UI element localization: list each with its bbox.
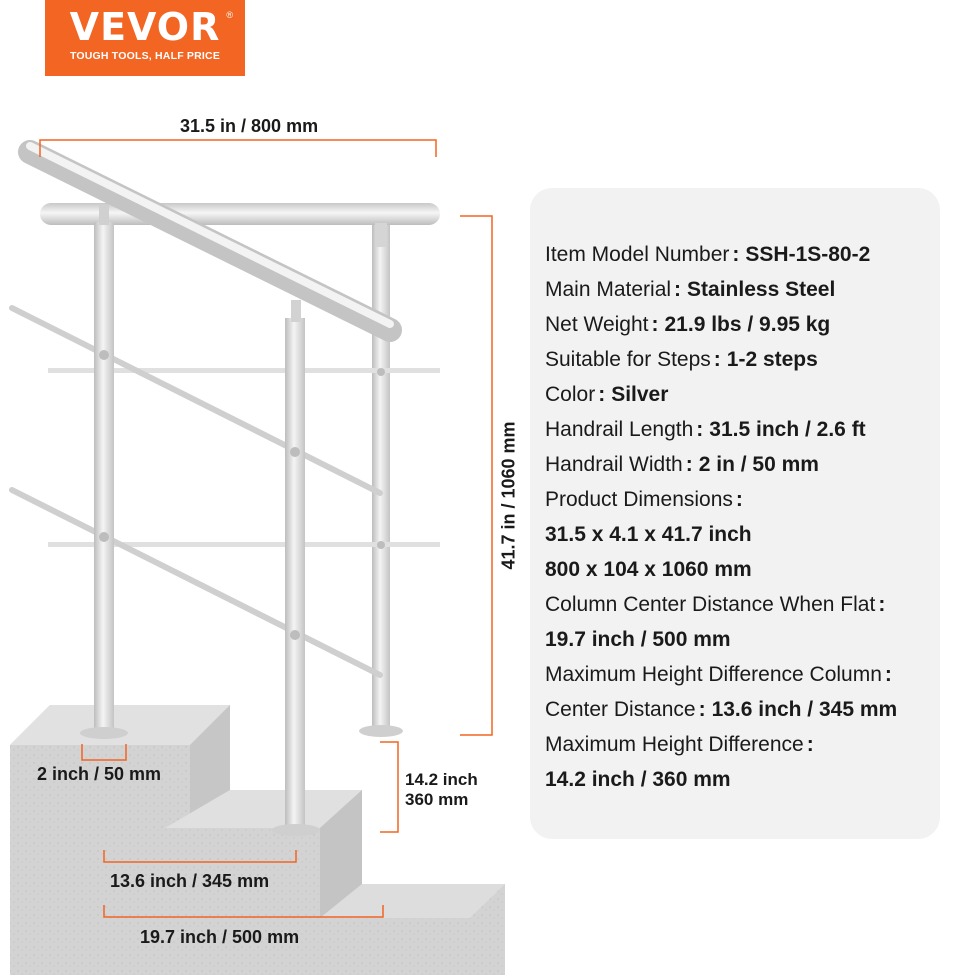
spec-value: SSH-1S-80-2 — [745, 243, 871, 266]
spec-row — [545, 307, 898, 342]
spec-row — [545, 692, 898, 727]
spec-label: Handrail Length — [545, 418, 694, 441]
spec-row — [545, 482, 898, 517]
spec-row — [545, 587, 898, 622]
spec-separator: : — [698, 698, 706, 721]
spec-value: 14.2 inch / 360 mm — [545, 768, 731, 791]
spec-row — [545, 412, 898, 447]
spec-separator: : — [884, 663, 892, 686]
spec-label: Main Material — [545, 278, 672, 301]
logo-brand: VEVOR — [69, 5, 221, 49]
spec-label: Net Weight — [545, 313, 649, 336]
spec-panel — [530, 188, 940, 839]
spec-value: Silver — [611, 383, 669, 406]
spec-row — [545, 237, 898, 272]
step-height-line2: 360 mm — [405, 790, 469, 809]
vevor-logo — [45, 0, 245, 76]
spec-value: 13.6 inch / 345 mm — [711, 698, 898, 721]
spec-row — [545, 657, 898, 692]
spec-separator: : — [806, 733, 814, 756]
handrail-length-label: 31.5 in / 800 mm — [180, 116, 319, 136]
spec-list — [545, 237, 898, 797]
spec-value: 31.5 inch / 2.6 ft — [709, 418, 866, 441]
spec-value: 800 x 104 x 1060 mm — [545, 558, 752, 581]
spec-separator: : — [651, 313, 659, 336]
step-height-label — [405, 770, 478, 810]
post-left — [94, 222, 114, 730]
spec-row — [545, 762, 898, 797]
spec-row — [545, 552, 898, 587]
spec-separator: : — [732, 243, 740, 266]
spec-separator: : — [598, 383, 606, 406]
height-label — [497, 412, 521, 582]
spec-separator: : — [674, 278, 682, 301]
step-height-line1: 14.2 inch — [405, 770, 478, 789]
spec-separator: : — [696, 418, 704, 441]
post-rear — [372, 225, 390, 730]
spec-row — [545, 517, 898, 552]
spec-label: Color — [545, 383, 596, 406]
spec-value: Stainless Steel — [687, 278, 836, 301]
spec-row — [545, 622, 898, 657]
spec-row — [545, 447, 898, 482]
spec-separator: : — [713, 348, 721, 371]
spec-separator: : — [878, 593, 886, 616]
spec-separator: : — [735, 488, 743, 511]
base-width-label: 2 inch / 50 mm — [37, 764, 162, 784]
spec-value: 2 in / 50 mm — [698, 453, 819, 476]
spec-label: Center Distance — [545, 698, 696, 721]
post-middle — [285, 318, 305, 828]
spec-row — [545, 342, 898, 377]
spec-label: Item Model Number — [545, 243, 730, 266]
spec-value: 1-2 steps — [726, 348, 818, 371]
handrail-illustration — [0, 90, 530, 976]
top-rail-slanted — [30, 152, 390, 330]
slope-column-distance-label: 13.6 inch / 345 mm — [110, 871, 270, 891]
spec-label: Product Dimensions — [545, 488, 733, 511]
spec-row — [545, 377, 898, 412]
logo-tagline: TOUGH TOOLS, HALF PRICE — [69, 50, 221, 62]
spec-label: Column Center Distance When Flat — [545, 593, 876, 616]
height-label-text: 41.7 in / 1060 mm — [498, 421, 519, 570]
spec-row — [545, 272, 898, 307]
spec-label: Maximum Height Difference Column — [545, 663, 882, 686]
logo-registered-mark: ® — [226, 10, 233, 20]
spec-label: Maximum Height Difference — [545, 733, 804, 756]
spec-label: Handrail Width — [545, 453, 683, 476]
spec-label: Suitable for Steps — [545, 348, 711, 371]
spec-value: 21.9 lbs / 9.95 kg — [664, 313, 831, 336]
spec-separator: : — [685, 453, 693, 476]
spec-row — [545, 727, 898, 762]
flat-column-distance-label: 19.7 inch / 500 mm — [140, 927, 300, 947]
spec-value: 19.7 inch / 500 mm — [545, 628, 731, 651]
spec-value: 31.5 x 4.1 x 41.7 inch — [545, 523, 752, 546]
